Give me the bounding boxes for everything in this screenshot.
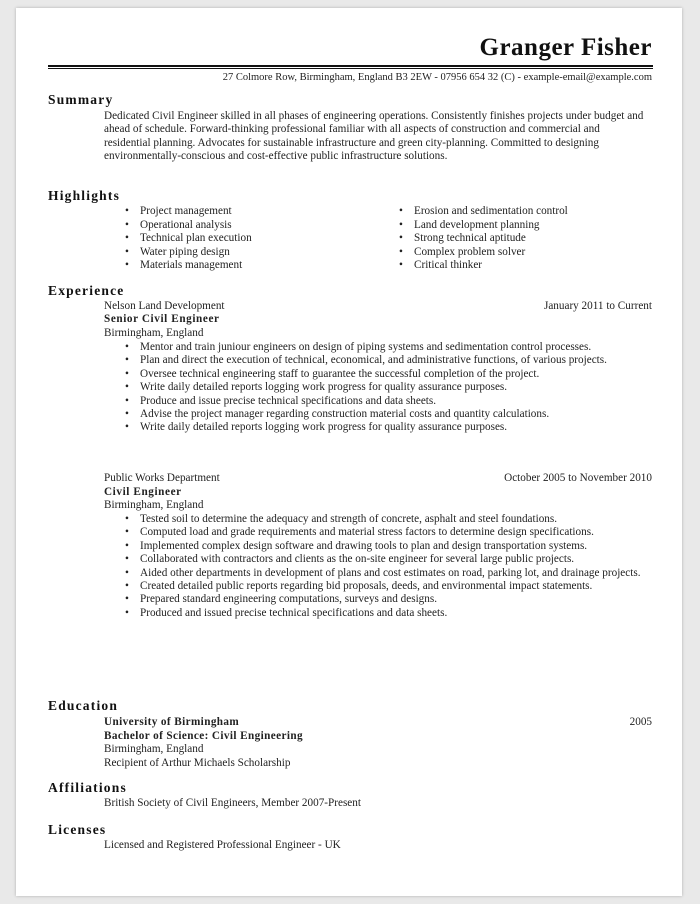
list-item: • Water piping design — [122, 246, 252, 260]
education-heading: Education — [48, 698, 119, 713]
list-item: • Critical thinker — [396, 259, 568, 273]
resume-page — [16, 8, 682, 896]
list-item: • Collaborated with contractors and clients as the on-site engineer for several large public projects. — [122, 553, 650, 566]
list-item: • Land development planning — [396, 219, 568, 233]
contact-line: 27 Colmore Row, Birmingham, England B3 2EW - 07956 654 32 (C) - example-email@example.com — [222, 72, 652, 83]
job-location: Birmingham, England — [104, 327, 204, 339]
resume-name: Granger Fisher — [479, 34, 652, 61]
list-item: • Project management — [122, 205, 252, 219]
job-title: Civil Engineer — [104, 486, 182, 498]
job-bullets — [122, 513, 650, 620]
job-dates: January 2011 to Current — [543, 300, 652, 312]
education-year: 2005 — [629, 716, 652, 728]
affiliations-text: British Society of Civil Engineers, Member 2007-Present — [104, 797, 361, 809]
list-item: • Strong technical aptitude — [396, 232, 568, 246]
list-item: • Complex problem solver — [396, 246, 568, 260]
highlights-right-list — [396, 205, 568, 273]
licenses-heading: Licenses — [48, 822, 107, 837]
list-item: • Produce and issue precise technical specifications and data sheets. — [122, 395, 650, 408]
list-item: • Erosion and sedimentation control — [396, 205, 568, 219]
job-company: Public Works Department — [104, 472, 220, 484]
list-item: • Mentor and train juniour engineers on design of piping systems and sedimentation control processes. — [122, 341, 650, 354]
list-item: • Advise the project manager regarding construction material costs and quantity calculations. — [122, 408, 650, 421]
header-rule-thick — [48, 65, 653, 67]
highlights-left-list — [122, 205, 252, 273]
list-item: • Oversee technical engineering staff to guarantee the successful completion of the project. — [122, 368, 650, 381]
education-note: Recipient of Arthur Michaels Scholarship — [104, 757, 291, 769]
list-item: • Operational analysis — [122, 219, 252, 233]
list-item: • Implemented complex design software and drawing tools to plan and design transportation systems. — [122, 540, 650, 553]
job-location: Birmingham, England — [104, 499, 204, 511]
list-item: • Technical plan execution — [122, 232, 252, 246]
list-item: • Write daily detailed reports logging work progress for quality assurance purposes. — [122, 421, 650, 434]
list-item: • Created detailed public reports regarding bid proposals, deeds, and environmental impact statements. — [122, 580, 650, 593]
list-item: • Write daily detailed reports logging work progress for quality assurance purposes. — [122, 381, 650, 394]
education-degree: Bachelor of Science: Civil Engineering — [104, 730, 303, 742]
education-school: University of Birmingham — [104, 716, 240, 728]
list-item: • Materials management — [122, 259, 252, 273]
education-location: Birmingham, England — [104, 743, 204, 755]
job-title: Senior Civil Engineer — [104, 313, 220, 325]
list-item: • Plan and direct the execution of technical, economical, and administrative functions, of various projects. — [122, 354, 650, 367]
licenses-text: Licensed and Registered Professional Engineer - UK — [104, 839, 341, 851]
list-item: • Computed load and grade requirements and material stress factors to determine design specifications. — [122, 526, 650, 539]
list-item: • Tested soil to determine the adequacy and strength of concrete, asphalt and steel foundations. — [122, 513, 650, 526]
list-item: • Prepared standard engineering computations, surveys and designs. — [122, 593, 650, 606]
experience-heading: Experience — [48, 283, 125, 298]
highlights-heading: Highlights — [48, 188, 121, 203]
job-dates: October 2005 to November 2010 — [504, 472, 652, 484]
header-rule-thin — [48, 68, 653, 69]
summary-text: Dedicated Civil Engineer skilled in all phases of engineering operations. Consistently finishes projects under budget and ahead of schedule. Forward-thinking professional familiar with all aspects of construction and commercial and residential planning. Advocates for sustainable infrastructure and green city-planning. Committed to designing environmentally-conscious and cost-effective public infrastructure solutions. — [104, 110, 644, 163]
summary-heading: Summary — [48, 92, 114, 107]
job-bullets — [122, 341, 650, 435]
affiliations-heading: Affiliations — [48, 780, 127, 795]
job-company: Nelson Land Development — [104, 300, 225, 312]
list-item: • Aided other departments in development of plans and cost estimates on road, parking lot, and drainage projects. — [122, 567, 650, 580]
list-item: • Produced and issued precise technical specifications and data sheets. — [122, 607, 650, 620]
